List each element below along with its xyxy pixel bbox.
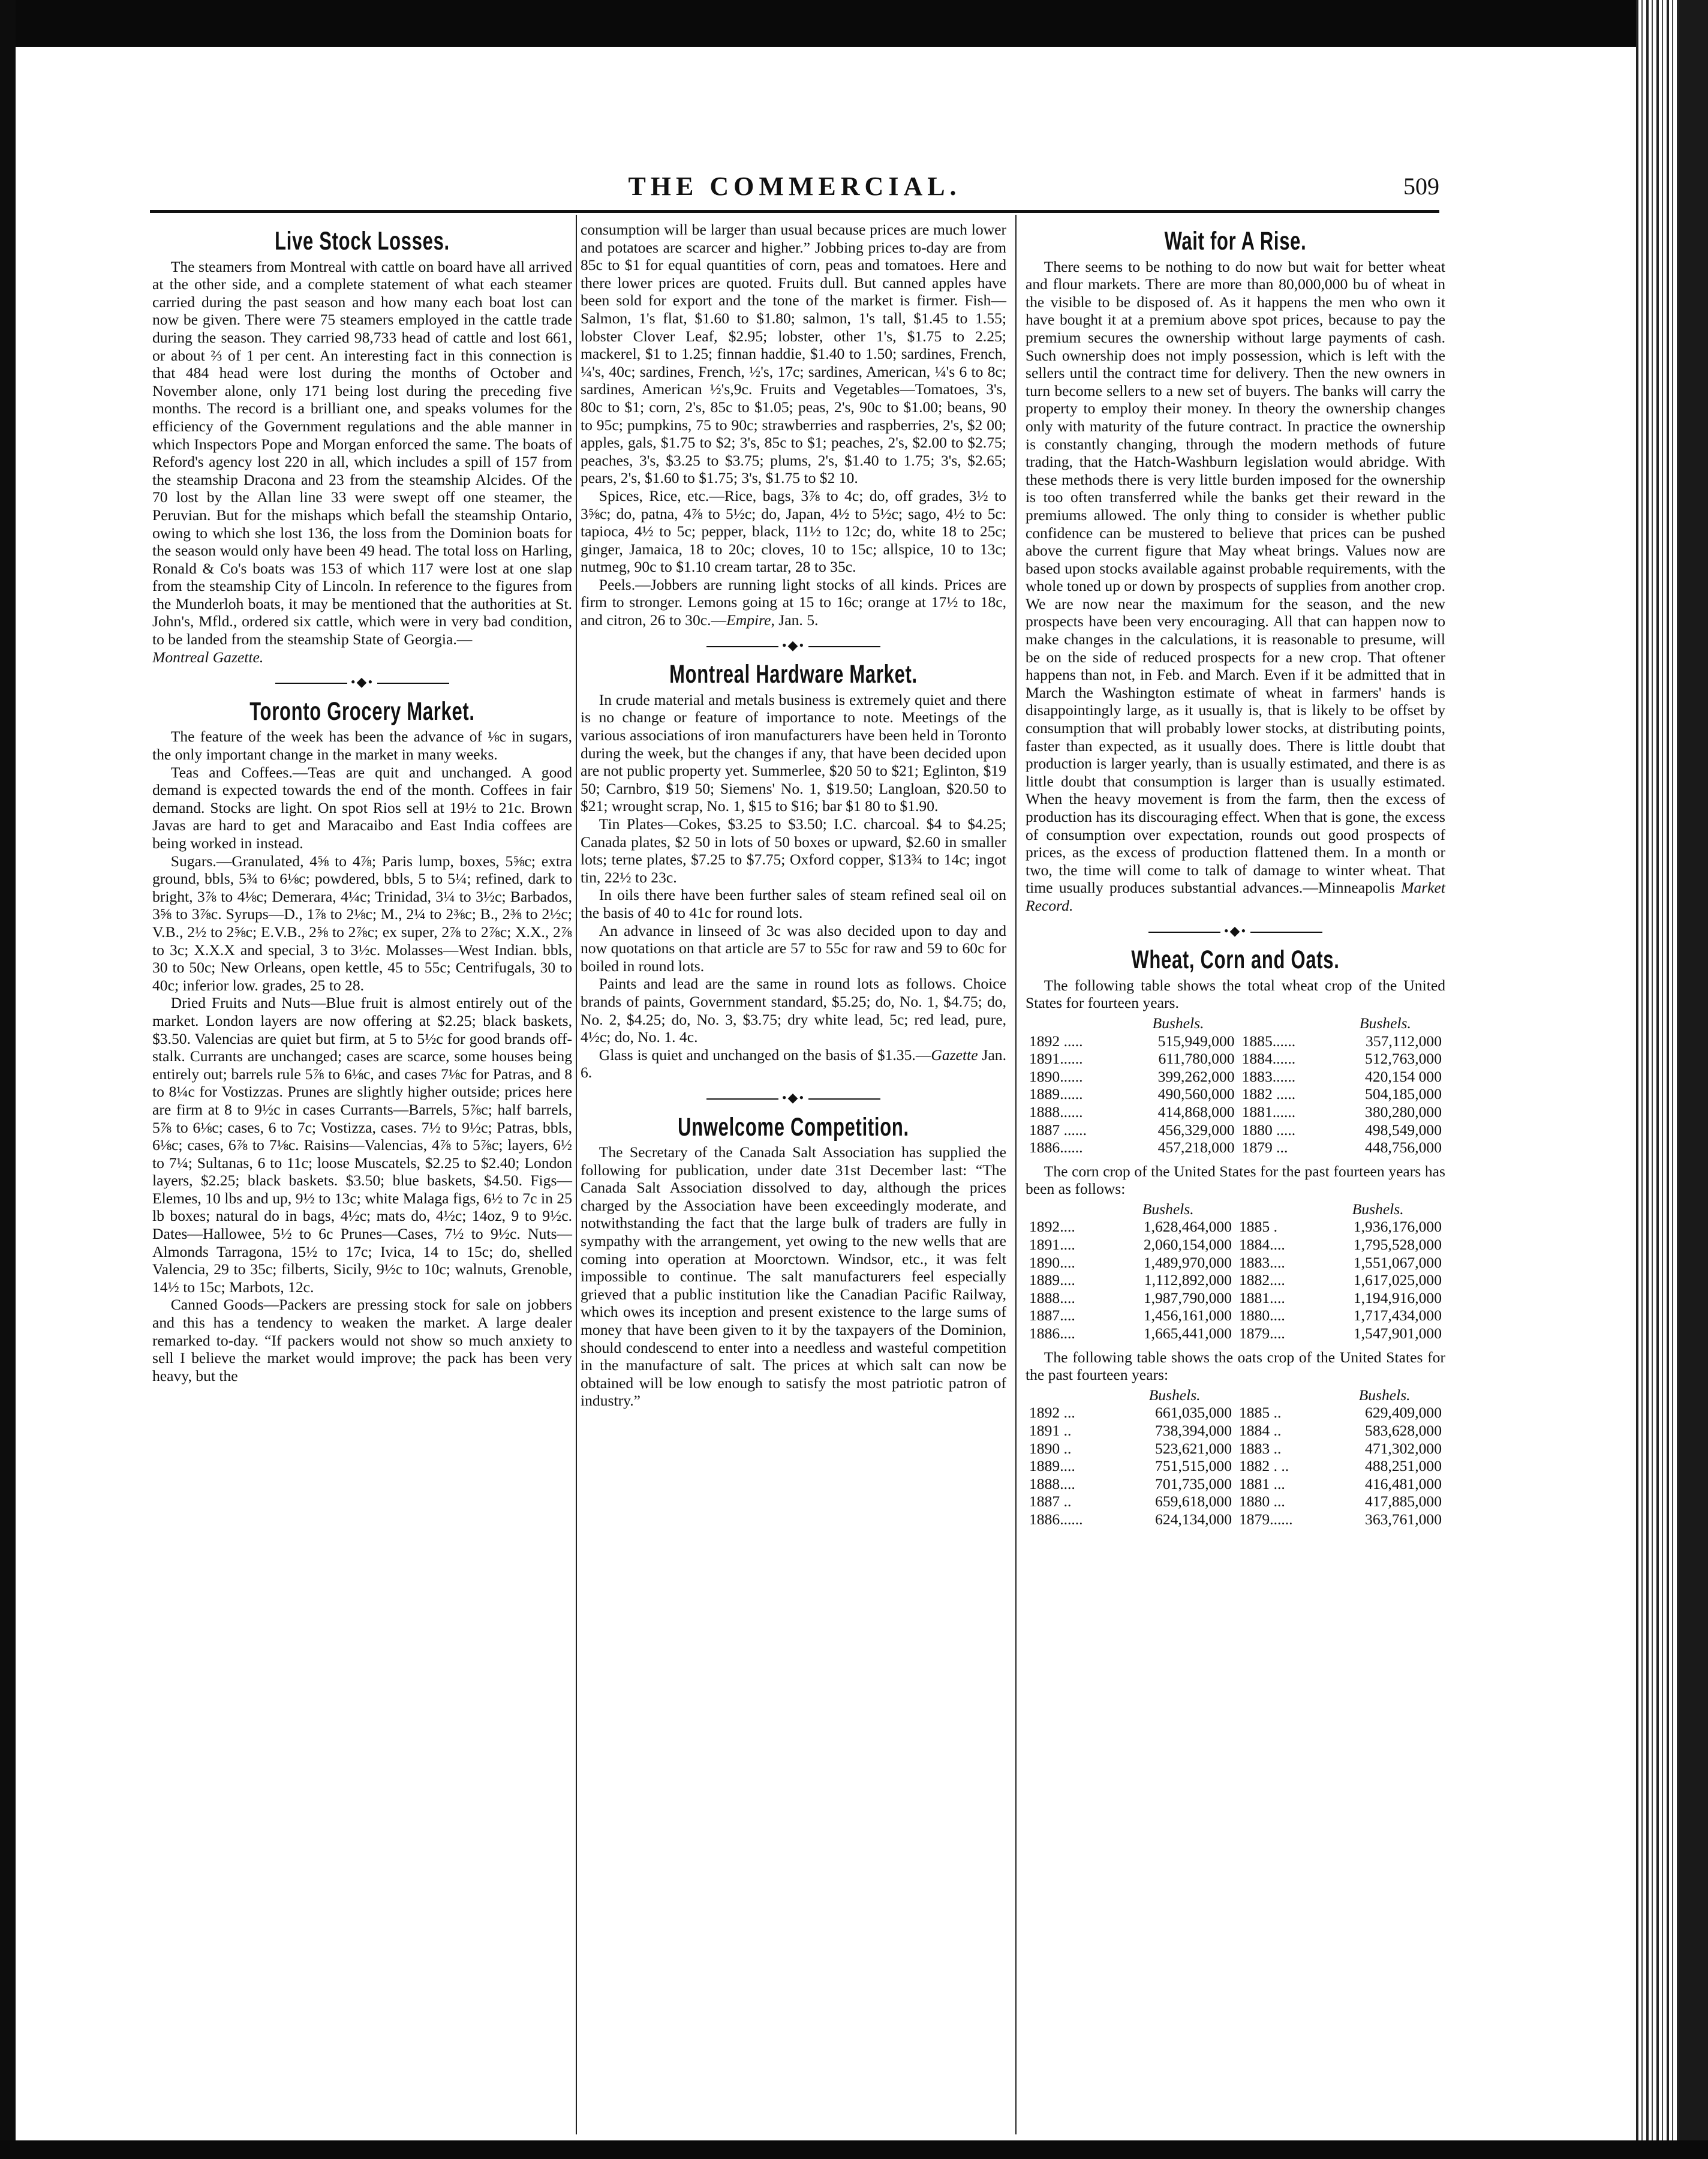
bushels-cell: 420,154 000 [1365, 1067, 1442, 1085]
bushels-cell: 629,409,000 [1365, 1404, 1442, 1422]
bushels-cell: 611,780,000 [1158, 1050, 1235, 1068]
table-caption: The following table shows the oats crop of the United States for the past fourteen years: [1026, 1348, 1445, 1384]
year-cell: 1889.... [1029, 1457, 1075, 1475]
table-row [1026, 1422, 1445, 1440]
bushels-cell: 504,185,000 [1365, 1085, 1442, 1103]
table-row [1026, 1511, 1445, 1529]
column-header [1026, 1200, 1100, 1218]
table-row [1026, 1218, 1445, 1236]
table-row [1026, 1085, 1445, 1103]
column-header [1026, 1386, 1114, 1404]
column-1 [152, 221, 572, 1385]
year-cell: 1887 .. [1029, 1493, 1072, 1511]
year-cell: 1890.... [1029, 1253, 1075, 1271]
column-header: Bushels. [1358, 1386, 1411, 1404]
scan-bottom-border [0, 2140, 1708, 2159]
year-cell: 1882 ..... [1241, 1085, 1296, 1103]
column-header: Bushels. [1142, 1200, 1194, 1218]
year-cell: 1887.... [1029, 1307, 1075, 1325]
bushels-cell: 414,868,000 [1157, 1103, 1235, 1121]
column-2 [581, 221, 1006, 1410]
header-rule [150, 210, 1439, 213]
year-cell: 1892 ..... [1029, 1032, 1083, 1050]
section-ornament: •◆• [152, 673, 572, 691]
year-cell: 1892 ... [1029, 1404, 1075, 1422]
bushels-cell: 515,949,000 [1157, 1032, 1235, 1050]
year-cell: 1884...... [1241, 1050, 1296, 1068]
masthead: THE COMMERCIAL. [628, 172, 961, 201]
article-paragraph: In crude material and metals business is extremely quiet and there is no change or feature of importance to note. Meetings of the various associations of iron manufacturers have been held in Toronto during the week, but the changes if any, that have been decided upon are not public property yet. Summerlee, $20 50 to $21; Eglinton, $19 50; Carnbro, $19 50; Siemens' No. 1, $19.50; Langloan, $20.50 to $21; wrought scrap, No. 1, $15 to $16; bar $1 80 to $1.90. [581, 690, 1006, 815]
year-cell: 1883...... [1241, 1067, 1296, 1085]
article-paragraph: Teas and Coffees.—Teas are quit and unchanged. A good demand is expected towards the end of the month. Coffees in fair demand. Stocks are light. On spot Rios sell at 19½ to 21c. Brown Javas are hard to get and Maracaibo and East India coffees are being worked in instead. [152, 763, 572, 852]
year-cell: 1888...... [1029, 1103, 1083, 1121]
year-cell: 1890 .. [1029, 1439, 1072, 1457]
article-paragraph: Glass is quiet and unchanged on the basis of $1.35.—Gazette Jan. 6. [581, 1046, 1006, 1082]
article-heading: Wait for A Rise. [1164, 227, 1307, 256]
article-heading: Unwelcome Competition. [678, 1112, 909, 1142]
bushels-cell: 417,885,000 [1365, 1493, 1442, 1511]
table-row [1026, 1325, 1445, 1343]
article-paragraph: Tin Plates—Cokes, $3.25 to $3.50; I.C. charcoal. $4 to $4.25; Canada plates, $2 50 in lots of 50 boxes or upward, $2.60 in smaller lots; terne plates, $7.25 to $7.75; Oxford copper, $13¾ to 14c; ingot tin, 22½ to 23c. [581, 815, 1006, 886]
column-header [1026, 1014, 1118, 1032]
bushels-cell: 1,665,441,000 [1143, 1325, 1232, 1343]
year-cell: 1886...... [1029, 1510, 1083, 1528]
column-header [1235, 1200, 1310, 1218]
article-source: Empire [726, 611, 771, 629]
bushels-cell: 1,717,434,000 [1353, 1307, 1442, 1325]
scan-top-border [0, 0, 1708, 47]
bushels-cell: 659,618,000 [1155, 1493, 1232, 1511]
article-paragraph: Spices, Rice, etc.—Rice, bags, 3⅞ to 4c; do, off grades, 3½ to 3⅝c; do, patna, 4⅞ to 5½c; do, Japan, 4½ to 5½c; sago, 4½ to 5c: tapioca, 4½ to 5c; pepper, black, 11½ to 12c; do, white 18 to 25c; ginger, Jamaica, 18 to 20c; cloves, 10 to 15c; allspice, 10 to 13c; nutmeg, 90c to $1.10 cream tartar, 28 to 35c. [581, 487, 1006, 576]
article-heading: Toronto Grocery Market. [249, 696, 475, 726]
year-cell: 1886.... [1029, 1325, 1075, 1343]
article-heading: Montreal Hardware Market. [669, 660, 918, 689]
table-row [1026, 1139, 1445, 1157]
section-ornament: •◆• [581, 1089, 1006, 1107]
article-source: Montreal Gazette. [152, 648, 264, 666]
table-row [1026, 1236, 1445, 1254]
table-caption: The following table shows the total wheat crop of the United States for fourteen years. [1026, 976, 1445, 1012]
table-row [1026, 1103, 1445, 1121]
article-paragraph: Peels.—Jobbers are running light stocks of all kinds. Prices are firm to stronger. Lemons going at 15 to 16c; orange at 17½ to 18c, and citron, 26 to 30c.—Empire, Jan. 5. [581, 575, 1006, 629]
bushels-cell: 1,628,464,000 [1143, 1218, 1232, 1236]
year-cell: 1880.... [1238, 1307, 1285, 1325]
table-row [1026, 1289, 1445, 1307]
year-cell: 1885 . [1238, 1218, 1277, 1236]
year-cell: 1879.... [1238, 1325, 1285, 1343]
year-cell: 1881 ... [1238, 1475, 1285, 1493]
article-heading: Wheat, Corn and Oats. [1131, 945, 1340, 975]
bushels-cell: 738,394,000 [1155, 1422, 1232, 1439]
article-heading: Live Stock Losses. [275, 227, 450, 256]
bushels-cell: 456,329,000 [1157, 1121, 1235, 1139]
bushels-cell: 1,551,067,000 [1353, 1253, 1442, 1271]
year-cell: 1879 ... [1241, 1139, 1288, 1157]
table-header-row [1026, 1386, 1445, 1404]
table-header-row [1026, 1200, 1445, 1218]
year-cell: 1881...... [1241, 1103, 1296, 1121]
bushels-cell: 523,621,000 [1155, 1439, 1232, 1457]
bushels-cell: 583,628,000 [1365, 1422, 1442, 1439]
year-cell: 1882 . .. [1238, 1457, 1289, 1475]
year-cell: 1882.... [1238, 1271, 1285, 1289]
column-3 [1026, 221, 1445, 1535]
bushels-cell: 1,456,161,000 [1143, 1307, 1232, 1325]
table-row [1026, 1271, 1445, 1289]
column-header [1235, 1386, 1324, 1404]
article-paragraph: In oils there have been further sales of steam refined seal oil on the basis of 40 to 41c for round lots. [581, 886, 1006, 921]
table-row [1026, 1404, 1445, 1422]
bushels-cell: 380,280,000 [1365, 1103, 1442, 1121]
oats-crop-table [1026, 1386, 1445, 1529]
bushels-cell: 488,251,000 [1365, 1457, 1442, 1475]
bushels-cell: 701,735,000 [1155, 1475, 1232, 1493]
column-header: Bushels. [1148, 1386, 1201, 1404]
bushels-cell: 490,560,000 [1157, 1085, 1235, 1103]
table-row [1026, 1254, 1445, 1272]
article-body: There seems to be nothing to do now but wait for better wheat and flour markets. There are more than 80,000,000 bu of wheat in the visible to be disposed of. As it happens the men who own it have bought it at a premium above spot prices, because to pay the premium secures the ownership without large payments of cash. Such ownership does not imply possession, which is left with the sellers until the contract time for delivery. Then the new owners in turn become sellers to a new set of buyers. The banks will carry the property to employ their money. In theory the ownership changes only with maturity of the future contract. In practice the ownership is constantly changing, through the modern methods of future trading, that the Hatch-Washburn legislation would abridge. With these methods there is very little burden imposed for the ownership is too often transferred while the banks get their reward in the premiums allowed. The only thing to consider is whether public confidence can be mustered to believe that prices can be pushed above the current figure that May wheat brings. Values now are based upon stocks available against probable requirements, with the whole toned up or down by prospects of supplies from another crop. We are now near the maximum for the season, and the new prospects have been very encouraging. All that can happen now to make changes in the calculations, it is reasonable to presume, will be on the side of reduced prospects for a new crop. That oftener happens than not, in Feb. and March. Even if it be admitted that in March the Washington estimate of wheat in farmers' hands is disappointingly large, as it usually is, that is likely to be offset by consumption that will probably lower stocks, at distributing points, faster than expected, as it usually does. There is little doubt that production is larger yearly, than is usually estimated, and there is as little doubt that consumption is larger than is usually estimated. When the heavy movement is from the farm, then the excess of production has its discouraging effect. When that is gone, the excess of consumption over expectation, rounds out good prospects of prices, as the excess of production flattened them. In a month or two, the time will come to talk of damage to winter wheat. That time usually produces substantial advances.—Minneapolis Market Record. [1026, 257, 1445, 914]
year-cell: 1892.... [1029, 1218, 1075, 1236]
column-divider [1015, 215, 1017, 2134]
year-cell: 1885 .. [1238, 1404, 1282, 1422]
table-header-row [1026, 1014, 1445, 1032]
year-cell: 1883 .. [1238, 1439, 1282, 1457]
bushels-cell: 2,060,154,000 [1143, 1236, 1232, 1254]
article-body: The Secretary of the Canada Salt Association has supplied the following for publication, under date 31st December last: “The Canada Salt Association dissolved to day, although the prices charged by the Association have been exceedingly moderate, and notwithstanding the fact that the large bulk of traders are fully in sympathy with the arrangement, yet owing to the new wells that are coming into operation at Moorctown. Windsor, etc., it was felt impossible to continue. The salt manufacturers feel especially grieved that a public institution like the Canadian Pacific Railway, which owes its inception and present existence to the large sums of money that have been given to it by the taxpayers of the Dominion, should condescend to enter into a needless and wasteful competition in the manufacture of salt. The prices at which salt can now be obtained will be low enough to satisfy the most patriotic patron of industry.” [581, 1143, 1006, 1410]
year-cell: 1880 ..... [1241, 1121, 1296, 1139]
article-paragraph: The feature of the week has been the advance of ⅛c in sugars, the only important change in the market in many weeks. [152, 728, 572, 764]
bushels-cell: 1,987,790,000 [1143, 1289, 1232, 1307]
year-cell: 1884.... [1238, 1236, 1285, 1254]
bushels-cell: 363,761,000 [1365, 1510, 1442, 1528]
year-cell: 1880 ... [1238, 1493, 1285, 1511]
article-paragraph: An advance in linseed of 3c was also decided upon to day and now quotations on that article are 57 to 55c for raw and 59 to 60c for boiled in round lots. [581, 921, 1006, 975]
table-caption: The corn crop of the United States for the past fourteen years has been as follows: [1026, 1162, 1445, 1198]
article-source: Gazette [931, 1046, 978, 1064]
bushels-cell: 512,763,000 [1365, 1050, 1442, 1068]
year-cell: 1891 .. [1029, 1422, 1072, 1439]
column-header [1238, 1014, 1325, 1032]
bushels-cell: 399,262,000 [1157, 1067, 1235, 1085]
year-cell: 1888.... [1029, 1289, 1075, 1307]
bushels-cell: 661,035,000 [1155, 1404, 1232, 1422]
article-paragraph: Paints and lead are the same in round lots as follows. Choice brands of paints, Government standard, $5.25; do, No. 1, $4.75; do, No. 2, $4.25; do, No. 3, $3.75; dry white lead, 5c; red lead, pure, 4½c; do, No. 1. 4c. [581, 975, 1006, 1046]
year-cell: 1888.... [1029, 1475, 1075, 1493]
article-continuation: consumption will be larger than usual because prices are much lower and potatoes are scarcer and higher.” Jobbing prices to-day are from 85c to $1 for equal quantities of corn, peas and tomatoes. Here and there lower prices are quoted. Fruits dull. But canned apples have been sold for export and the tone of the market is firmer. Fish—Salmon, 1's flat, $1.60 to $1.80; salmon, 1's tall, $1.45 to 1.55; lobster Clover Leaf, $2.95; lobster, other 1's, $1.75 to 2.25; mackerel, $1 to 1.25; finnan haddie, $1.40 to 1.50; sardines, French, ¼'s, 40c; sardines, French, ½'s, 17c; sardines, American, ¼'s 6 to 8c; sardines, American ½'s,9c. Fruits and Vegetables—Tomatoes, 3's, 80c to $1; corn, 2's, 85c to $1.05; peas, 2's, 90c to $1.00; beans, 90 to 95c; pumpkins, 75 to 90c; strawberries and raspberries, 2's, $2 00; apples, gals, $1.75 to $2; 3's, 85c to $1; peaches, 2's, $2.00 to $2.75; peaches, 3's, $3.25 to $3.75; plums, 2's, $1.40 to 1.75; 3's, $2.65; pears, 2's, $1.60 to $1.75; 3's, $1.75 to $2 10. [581, 221, 1006, 487]
bushels-cell: 1,489,970,000 [1143, 1253, 1232, 1271]
year-cell: 1883.... [1238, 1253, 1285, 1271]
bushels-cell: 1,617,025,000 [1353, 1271, 1442, 1289]
bushels-cell: 1,795,528,000 [1353, 1236, 1442, 1254]
column-divider [576, 215, 577, 2134]
section-ornament: •◆• [1026, 922, 1445, 940]
year-cell: 1891.... [1029, 1236, 1075, 1254]
bushels-cell: 751,515,000 [1155, 1457, 1232, 1475]
table-row [1026, 1475, 1445, 1493]
bushels-cell: 416,481,000 [1365, 1475, 1442, 1493]
article-body: The steamers from Montreal with cattle on board have all arrived at the other side, and a complete statement of what each steamer carried during the past season and how many each boat lost can now be given. There were 75 steamers employed in the cattle trade during the season. They carried 98,733 head of cattle and lost 661, or about ⅔ of 1 per cent. An interesting fact in this connection is that 484 head were lost during the months of October and November alone, only 171 being lost during the preceding five months. The record is a brilliant one, and speaks volumes for the efficiency of the Government regulations and the able manner in which Inspectors Pope and Morgan enforced the same. The boats of Reford's agency lost 220 in all, which includes a spill of 157 from the steamship Dracona and 23 from the steamship Alcides. Of the 70 lost by the Allan line 33 were swept off one steamer, the Peruvian. But for the mishaps which befall the steamship Ontario, owing to which she lost 136, the loss from the Dominion boats for the season would only have been 49 head. The total loss on Harling, Ronald & Co's boats was 153 of which 117 were lost at one slap from the steamship City of Lincoln. In reference to the figures from the Munderloh boats, it may be mentioned that the authorities at St. John's, Mfld., ordered six cattle, which were in very bad condition, to be landed from the steamship State of Georgia.— Montreal Gazette. [152, 257, 572, 666]
bushels-cell: 471,302,000 [1365, 1439, 1442, 1457]
table-row [1026, 1068, 1445, 1086]
table-row [1026, 1493, 1445, 1511]
year-cell: 1889...... [1029, 1085, 1083, 1103]
bushels-cell: 457,218,000 [1157, 1139, 1235, 1157]
year-cell: 1884 .. [1238, 1422, 1282, 1439]
table-row [1026, 1050, 1445, 1068]
year-cell: 1890...... [1029, 1067, 1083, 1085]
section-ornament: •◆• [581, 636, 1006, 654]
year-cell: 1889.... [1029, 1271, 1075, 1289]
table-row [1026, 1457, 1445, 1475]
table-row [1026, 1440, 1445, 1458]
column-header: Bushels. [1359, 1014, 1411, 1032]
corn-crop-table [1026, 1200, 1445, 1343]
page-number: 509 [1403, 173, 1439, 200]
bushels-cell: 498,549,000 [1365, 1121, 1442, 1139]
table-row [1026, 1307, 1445, 1325]
year-cell: 1891...... [1029, 1050, 1083, 1068]
article-paragraph: Dried Fruits and Nuts—Blue fruit is almost entirely out of the market. London layers are now offering at $2.25; black baskets, $3.50. Valencias are quiet but firm, at 5 to 5½c for good brands off-stalk. Currants are unchanged; cases are scarce, some houses being entirely out; barrels rule 5⅞ to 6⅛c, and cases 7⅛c for Patras, and 8 to 8¼c for Vostizzas. Prunes are slightly higher outside; prices here are firm at 8 to 9½c in cases Currants—Barrels, 5⅞c; half barrels, 5⅞ to 6⅛c; cases, 6 to 7c; Vostizza, cases. 7½ to 9½c; Patras, bbls, 6⅛c; cases, 6⅞ to 7⅛c. Raisins—Valencias, 4⅞ to 5⅞c; layers, 6½ to 7¼; Sultanas, 6 to 11c; loose Muscatels, $2.25 to $2.40; London layers, $2.25; black baskets. $3.50; blue baskets, $4.50. Figs—Elemes, 10 lbs and up, 9½ to 13c; white Malaga figs, 6½ to 7c in 25 lb boxes; natural do in bags, 4½c; mats do, 4½c; 14oz, 9 to 9½c. Dates—Hallowee, 5½ to 6c Prunes—Cases, 7½ to 9½c. Nuts—Almonds Tarragona, 15½ to 17c; Ivica, 14 to 15c; do, shelled Valencia, 29 to 35c; filberts, Sicily, 9½c to 10c; walnuts, Grenoble, 14½ to 15c; Marbots, 12c. [152, 994, 572, 1296]
table-row [1026, 1032, 1445, 1050]
bushels-cell: 624,134,000 [1155, 1510, 1232, 1528]
article-paragraph: Canned Goods—Packers are pressing stock for sale on jobbers and this has a tendency to weaken the market. A large dealer remarked to-day. “If packers would not show so much anxiety to sell I believe the market would improve; the pack has been very heavy, but the [152, 1296, 572, 1385]
article-paragraph: Sugars.—Granulated, 4⅝ to 4⅞; Paris lump, boxes, 5⅝c; extra ground, bbls, 5¾ to 6⅛c; powdered, bbls, 5 to 5¼; refined, dark to bright, 3⅞ to 4⅛c; Demerara, 4¼c; Trinidad, 3¼ to 3½c; Barbados, 3⅝ to 3⅞c. Syrups—D., 1⅞ to 2⅛c; M., 2¼ to 2⅜c; B., 2⅜ to 2½c; V.B., 2½ to 2⅝c; E.V.B., 2⅝ to 2⅞c; ex super, 2⅞ to 2⅞c; X.X., 2⅞ to 3c; X.X.X and special, 3 to 3½c. Molasses—West Indian. bbls, 30 to 50c; New Orleans, open kettle, 45 to 55c; Centrifugals, 30 to 40c; inferior low. grades, 25 to 28. [152, 852, 572, 994]
bushels-cell: 1,936,176,000 [1353, 1218, 1442, 1236]
column-header: Bushels. [1352, 1200, 1404, 1218]
year-cell: 1879...... [1238, 1510, 1293, 1528]
year-cell: 1881.... [1238, 1289, 1285, 1307]
bushels-cell: 1,112,892,000 [1144, 1271, 1232, 1289]
table-row [1026, 1121, 1445, 1139]
article-source: Market Record. [1026, 879, 1445, 914]
year-cell: 1886...... [1029, 1139, 1083, 1157]
bushels-cell: 1,547,901,000 [1353, 1325, 1442, 1343]
scan-right-border [1679, 0, 1708, 2159]
page-header [150, 171, 1439, 207]
year-cell: 1887 ...... [1029, 1121, 1087, 1139]
bushels-cell: 1,194,916,000 [1353, 1289, 1442, 1307]
bushels-cell: 448,756,000 [1365, 1139, 1442, 1157]
wheat-crop-table [1026, 1014, 1445, 1157]
year-cell: 1885...... [1241, 1032, 1296, 1050]
column-header: Bushels. [1152, 1014, 1204, 1032]
scan-left-border [0, 0, 16, 2159]
bushels-cell: 357,112,000 [1365, 1032, 1442, 1050]
